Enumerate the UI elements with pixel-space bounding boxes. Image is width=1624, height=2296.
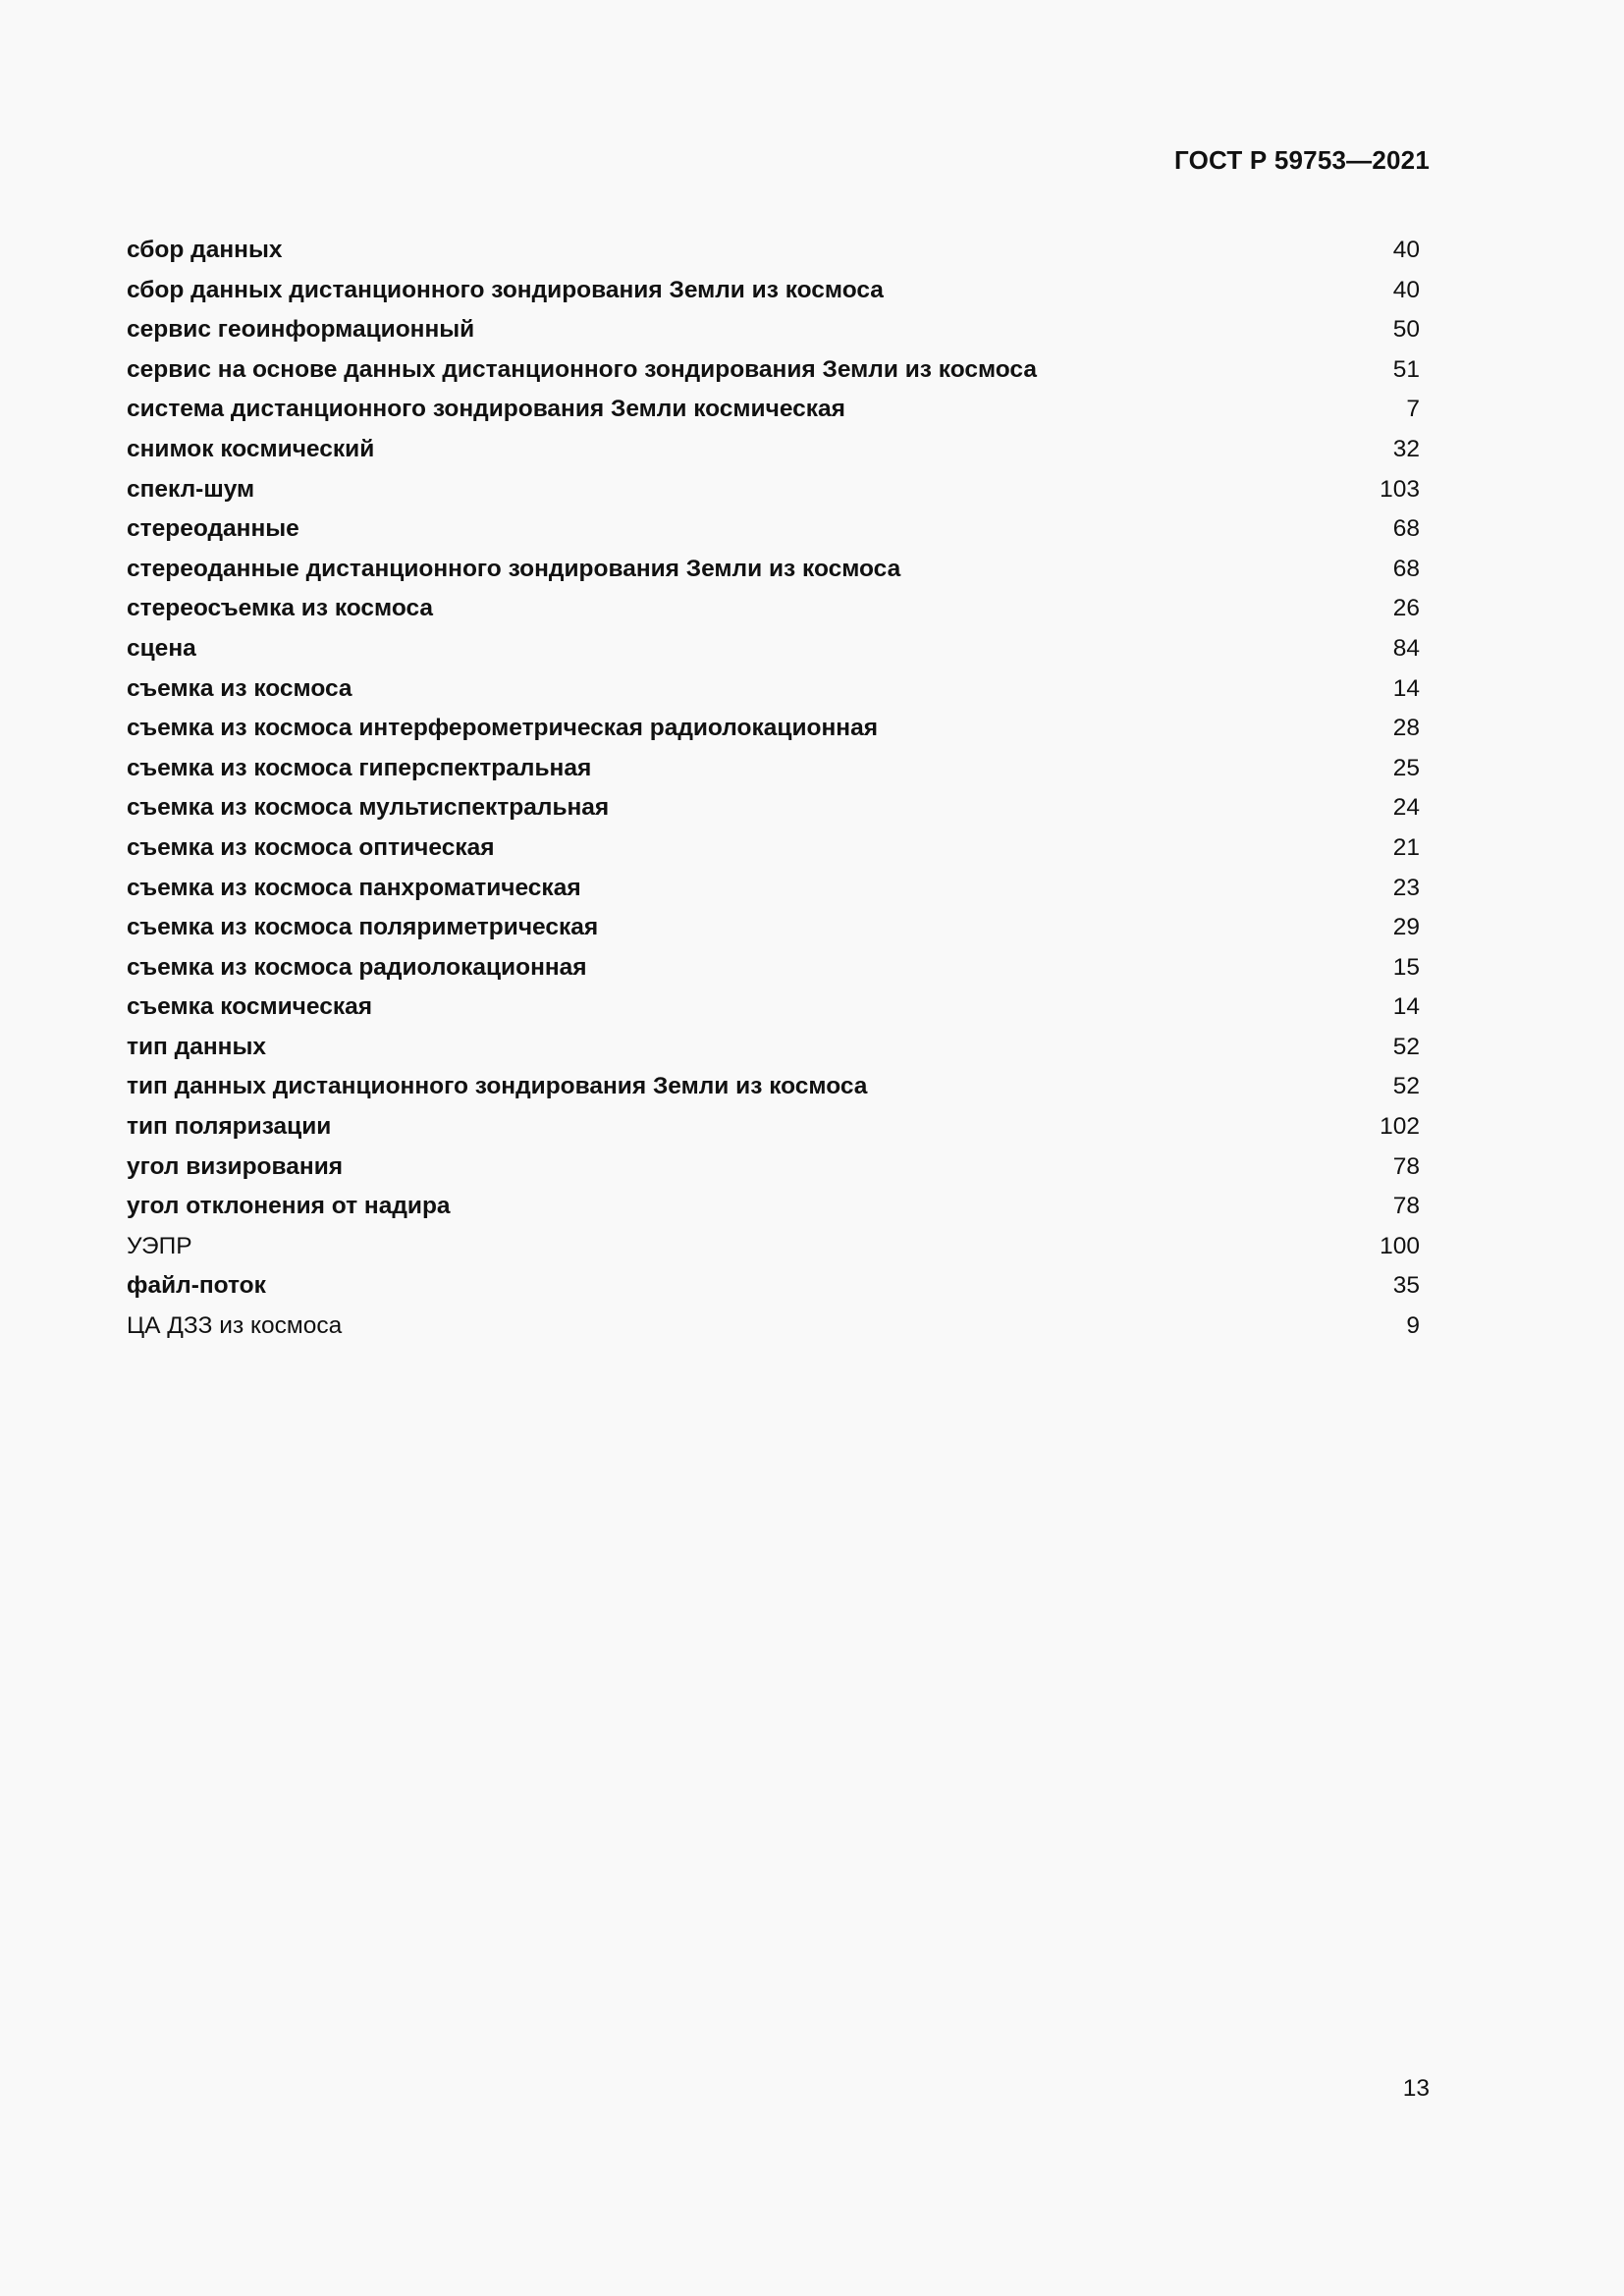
index-entry — [127, 315, 1420, 355]
index-term: тип данных — [127, 1033, 266, 1060]
index-page-ref: 52 — [1392, 1073, 1420, 1100]
index-page-ref: 84 — [1392, 634, 1420, 662]
index-entry — [127, 833, 1420, 874]
index-page-ref: 26 — [1392, 595, 1420, 622]
index-entry — [127, 594, 1420, 634]
index-entry — [127, 793, 1420, 833]
index-page-ref: 23 — [1392, 874, 1420, 901]
index-term: угол визирования — [127, 1152, 344, 1180]
index-term: сбор данных — [127, 237, 283, 263]
index-term: стереоданные дистанционного зондирования Земли из космоса — [127, 555, 901, 582]
index-page-ref: 14 — [1392, 993, 1420, 1021]
index-entry — [127, 874, 1420, 914]
index-page-ref: 78 — [1392, 1193, 1420, 1220]
index-page-ref: 102 — [1380, 1113, 1420, 1141]
index-entry — [127, 913, 1420, 953]
index-entry — [127, 634, 1420, 674]
index-page-ref: 103 — [1380, 475, 1420, 503]
index-entry — [127, 714, 1420, 754]
index-term: снимок космический — [127, 435, 375, 462]
index-term: съемка из космоса оптическая — [127, 833, 495, 861]
index-term: съемка из космоса поляриметрическая — [127, 914, 599, 941]
index-page-ref: 21 — [1392, 833, 1420, 861]
index-entry — [127, 395, 1420, 435]
index-term: тип поляризации — [127, 1113, 332, 1141]
index-page-ref: 68 — [1392, 515, 1420, 543]
index-term: съемка из космоса интерферометрическая радиолокационная — [127, 715, 878, 742]
index-page-ref: 51 — [1392, 355, 1420, 383]
index-term: съемка из космоса панхроматическая — [127, 874, 581, 901]
index-entry — [127, 953, 1420, 993]
index-term: съемка из космоса гиперспектральная — [127, 754, 592, 781]
index-term: стереосъемка из космоса — [127, 595, 434, 622]
index-entry — [127, 1152, 1420, 1193]
index-page-ref: 40 — [1392, 237, 1420, 263]
index-page-ref: 68 — [1392, 555, 1420, 582]
index-entry — [127, 276, 1420, 316]
index-entry — [127, 1271, 1420, 1311]
index-page-ref: 28 — [1392, 715, 1420, 742]
index-entry — [127, 754, 1420, 794]
index-term: съемка из космоса — [127, 674, 352, 702]
index-page-ref: 40 — [1392, 276, 1420, 303]
document-code: ГОСТ Р 59753—2021 — [1174, 145, 1430, 175]
index-entry — [127, 355, 1420, 396]
index-entry — [127, 236, 1420, 276]
index-term: система дистанционного зондирования Земли космическая — [127, 396, 845, 423]
index-entry — [127, 992, 1420, 1033]
index-page-ref: 50 — [1392, 316, 1420, 344]
index-term: сцена — [127, 634, 196, 662]
index-page-ref: 9 — [1406, 1312, 1420, 1340]
index-term: ЦА ДЗЗ из космоса — [127, 1312, 343, 1340]
index-entry — [127, 514, 1420, 555]
index-entry — [127, 555, 1420, 595]
index-page-ref: 25 — [1392, 754, 1420, 781]
index-page-ref: 78 — [1392, 1152, 1420, 1180]
index-term: сервис на основе данных дистанционного зондирования Земли из космоса — [127, 355, 1037, 383]
index-page-ref: 15 — [1392, 953, 1420, 981]
index-entry — [127, 435, 1420, 475]
index-page-ref: 52 — [1392, 1033, 1420, 1060]
index-page-ref: 7 — [1406, 396, 1420, 423]
index-entry — [127, 1072, 1420, 1112]
alphabetical-index — [127, 236, 1420, 1352]
index-entry — [127, 674, 1420, 715]
index-entry — [127, 1033, 1420, 1073]
index-term: файл-поток — [127, 1272, 266, 1300]
index-term: угол отклонения от надира — [127, 1193, 451, 1220]
index-term: тип данных дистанционного зондирования Земли из космоса — [127, 1073, 868, 1100]
index-term: съемка из космоса радиолокационная — [127, 953, 587, 981]
index-entry — [127, 1112, 1420, 1152]
index-entry — [127, 1311, 1420, 1352]
index-term: съемка космическая — [127, 993, 373, 1021]
index-page-ref: 35 — [1392, 1272, 1420, 1300]
page-number: 13 — [1402, 2075, 1430, 2102]
index-page-ref: 24 — [1392, 794, 1420, 822]
index-entry — [127, 475, 1420, 515]
index-entry — [127, 1192, 1420, 1232]
index-term: сбор данных дистанционного зондирования Земли из космоса — [127, 276, 884, 303]
index-page-ref: 14 — [1392, 674, 1420, 702]
index-term: стереоданные — [127, 515, 299, 543]
index-page-ref: 32 — [1392, 435, 1420, 462]
index-term: сервис геоинформационный — [127, 316, 475, 344]
index-page-ref: 29 — [1392, 914, 1420, 941]
index-term: спекл-шум — [127, 475, 255, 503]
index-term: УЭПР — [127, 1232, 192, 1259]
index-term: съемка из космоса мультиспектральная — [127, 794, 610, 822]
index-page-ref: 100 — [1380, 1232, 1420, 1259]
index-entry — [127, 1232, 1420, 1272]
